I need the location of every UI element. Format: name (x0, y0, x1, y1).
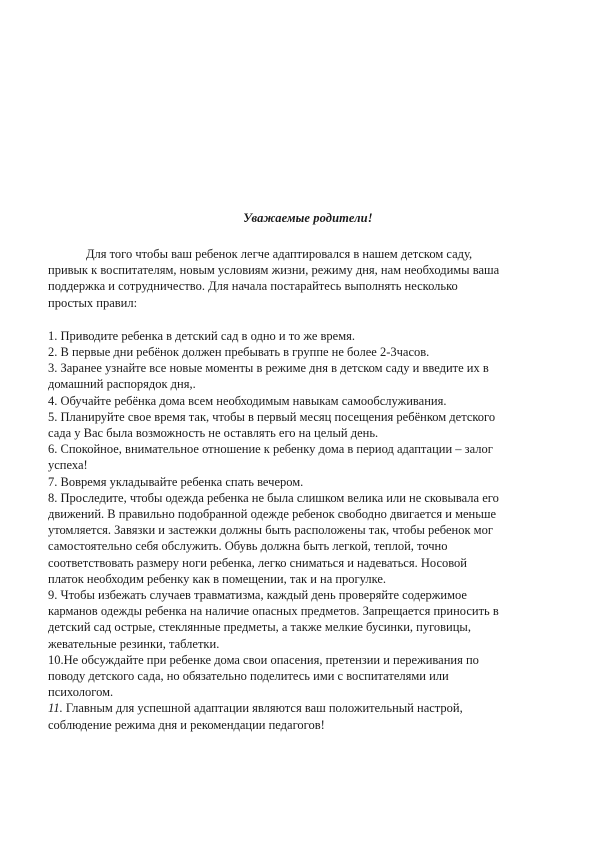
rule-number: 8. (48, 490, 58, 505)
rule-item (48, 474, 568, 490)
rule-text: Не обсуждайте при ребенке дома свои опасения, претензии и переживания по поводу детского сада, но обязательно поделитесь ими с воспитателями или психологом. (48, 652, 479, 700)
rule-number: 5. (48, 409, 58, 424)
rule-text: Заранее узнайте все новые моменты в режиме дня в детском саду и введите их в домашний распорядок дня,. (48, 361, 489, 392)
intro-paragraph: Для того чтобы ваш ребенок легче адаптировался в нашем детском саду, привык к воспитателям, новым условиям жизни, режиму дня, нам необходимы ваша поддержка и сотрудничество. Для начала постарайтесь выполнять несколько простых правил: (48, 247, 500, 310)
rule-number: 11. (48, 701, 63, 716)
rule-number: 9. (48, 588, 58, 603)
rule-number: 3. (48, 361, 58, 376)
rule-number: 10. (48, 652, 64, 667)
rule-item (48, 652, 568, 701)
rule-text: В первые дни ребёнок должен пребывать в группе не более 2-3часов. (57, 345, 430, 360)
rule-text: Планируйте свое время так, чтобы в первый месяц посещения ребёнком детского сада у Вас была возможность не оставлять его на целый день. (48, 409, 496, 441)
rule-item (48, 328, 568, 344)
rule-number: 2. (48, 345, 58, 360)
rule-number: 4. (48, 393, 58, 408)
document-page (48, 211, 568, 733)
rule-text: Обучайте ребёнка дома всем необходимым навыкам самообслуживания. (57, 393, 447, 408)
rule-item (48, 360, 568, 392)
rule-text: Спокойное, внимательное отношение к ребенку дома в период адаптации – залог успеха! (48, 442, 493, 473)
rule-text: Приводите ребенка в детский сад в одно и то же время. (57, 328, 356, 343)
rule-number: 1. (48, 328, 58, 343)
page-title: Уважаемые родители! (243, 211, 373, 225)
rule-text: Чтобы избежать случаев травматизма, каждый день проверяйте содержимое карманов одежды ребенка на наличие опасных предметов. Запрещается приносить в детский сад острые, стеклянные предметы, а также мелкие бусинки, пуговицы, жевательные резинки, таблетки. (48, 588, 499, 651)
rule-text: Главным для успешной адаптации являются ваш положительный настрой, соблюдение режима дня и рекомендации педагогов! (48, 701, 463, 732)
rule-number: 7. (48, 474, 58, 489)
rule-item (48, 409, 568, 441)
rule-item (48, 441, 568, 473)
rules-list (48, 328, 568, 733)
rule-item (48, 587, 568, 652)
rule-text: Проследите, чтобы одежда ребенка не была слишком велика или не сковывала его движений. В правильно подобранной одежде ребенок свободно двигается и меньше утомляется. Завязки и застежки должны быть расположены так, чтобы ребенок мог самостоятельно себя обслужить. Обувь должна быть легкой, теплой, точно соответствовать размеру ноги ребенка, легко сниматься и надеваться. Носовой платок необходим ребенку как в помещении, так и на прогулке. (48, 490, 499, 586)
rule-item (48, 344, 568, 360)
rule-item (48, 700, 568, 732)
rule-item (48, 490, 568, 587)
rule-item (48, 393, 568, 409)
rule-text: Вовремя укладывайте ребенка спать вечером. (57, 474, 304, 489)
rule-number: 6. (48, 442, 58, 457)
